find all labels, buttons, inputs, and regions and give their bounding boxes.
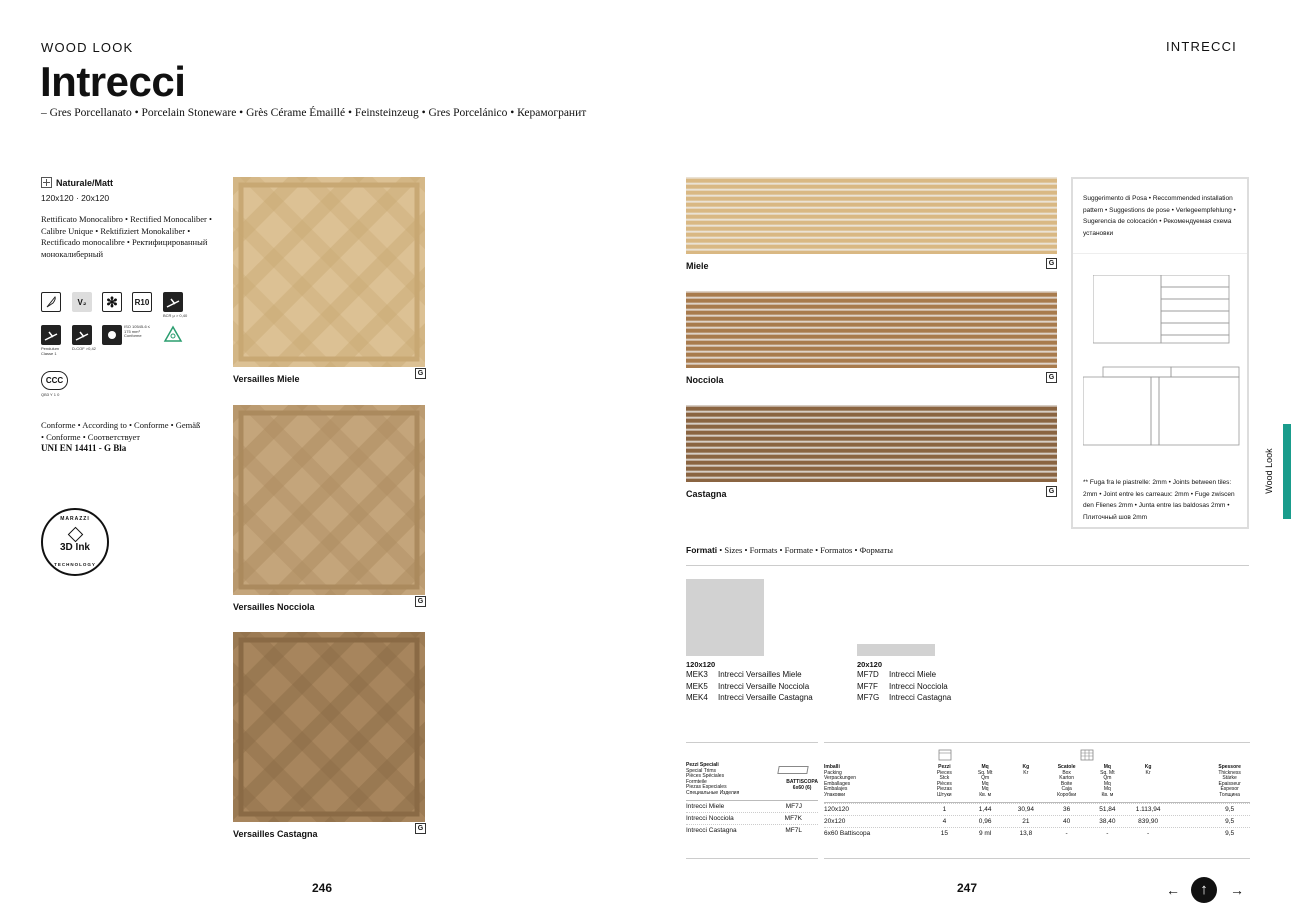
format-size: 20x120 — [857, 660, 883, 669]
pendulum-icon — [41, 325, 65, 356]
table-cell: - — [1106, 830, 1109, 837]
table-cell: 51,84 — [1099, 806, 1116, 813]
format-item — [857, 669, 951, 681]
table-row — [824, 803, 1250, 815]
tile-caption: Versailles Nocciola — [233, 602, 315, 612]
format-size: 120x120 — [686, 660, 716, 669]
table-cell: 9 ml — [978, 830, 992, 837]
format-name: Intrecci Nocciola — [889, 681, 948, 691]
column-header: Spessore Thickness Stärke Epaisseur Espesor Толщина — [1218, 764, 1241, 798]
column-header: Pezzi Pieces Stck Pièces Piezas Штуки — [936, 764, 952, 798]
column-header: Imballi Packing Verpackungen Emballages Embalajes Упаковки — [824, 764, 856, 798]
glazed-mark-icon: G — [1046, 372, 1057, 383]
badge-title: 3D Ink — [59, 542, 90, 553]
ccc-certification-icon: CCC — [41, 371, 68, 390]
format-name: Intrecci Versaille Castagna — [718, 693, 813, 702]
badge-brand: MARAZZI — [60, 516, 90, 522]
table-cell: 36 — [1063, 806, 1071, 813]
table-cell: 38,40 — [1099, 818, 1116, 825]
table-cell: 9,5 — [1225, 818, 1235, 825]
piece-code: MF7K — [784, 815, 802, 822]
side-tab-marker[interactable] — [1283, 424, 1291, 519]
formats-heading: Formati • Sizes • Formats • Formate • Formatos • Форматы — [686, 545, 893, 555]
format-code: MEK4 — [686, 693, 708, 702]
swatch-20x120 — [857, 644, 935, 656]
table-row — [824, 827, 1250, 839]
table-cell: 120x120 — [824, 806, 849, 813]
column-header — [1169, 765, 1210, 798]
marazzi-logo-icon — [68, 527, 84, 543]
format-name: Intrecci Versailles Miele — [718, 670, 802, 679]
plank-caption: Castagna — [686, 489, 727, 499]
scroll-top-button[interactable]: ↑ — [1191, 877, 1217, 903]
scheme-diagram-top — [1093, 275, 1233, 350]
table-cell: - — [1147, 830, 1150, 837]
column-header: Kg Kг — [1022, 764, 1030, 776]
piece-code: MF7J — [785, 803, 802, 810]
table-cell: - — [1065, 830, 1068, 837]
bcr-label: BCR μ > 0,40 — [163, 313, 188, 318]
tile-stack-icon — [938, 749, 952, 761]
skirting-icon — [777, 766, 808, 774]
plank-caption: Nocciola — [686, 375, 724, 385]
column-header: Scatole Box Karton Boite Caja Коробки — [1057, 764, 1077, 798]
format-group — [857, 660, 951, 704]
table-cell: 20x120 — [824, 818, 846, 825]
bcr-icon — [163, 292, 187, 319]
format-code: MF7D — [857, 670, 879, 679]
scheme-title: Suggerimento di Posa • Reccommended installation pattern • Suggestions de pose • Verlegeempfehlung • Sugerencia de colocación • Рекомендуемая схема установки — [1083, 195, 1236, 237]
table-row — [686, 800, 818, 812]
table-cell: 1.113,94 — [1135, 806, 1161, 813]
format-item — [857, 692, 951, 704]
special-pieces-table: Pezzi Speciali Special Trims Pièces Spéciales Formteile Piezas Especiales Специальные Изделия BATTISCOPA 6x60 (6) Intrecci Miele MF7J Intrecci Nocciola MF7K Intrecci Castagna MF7L — [686, 742, 818, 836]
finish-text: Naturale/Matt — [56, 177, 114, 188]
glazed-mark-icon: G — [415, 368, 426, 379]
sizes-text: 120x120 · 20x120 — [41, 193, 110, 203]
table-cell — [1169, 806, 1210, 813]
piece-name: Intrecci Castagna — [686, 827, 737, 834]
finish-label — [41, 177, 113, 188]
plank-image — [686, 177, 1057, 254]
format-item — [857, 681, 951, 693]
iso-abrasion-icon — [102, 325, 154, 345]
table-cell — [1169, 830, 1210, 837]
format-item — [686, 681, 813, 693]
format-code: MEK3 — [686, 670, 708, 679]
piece-name: Intrecci Nocciola — [686, 815, 734, 822]
collection-label: INTRECCI — [1166, 39, 1237, 54]
table-cell: 1 — [942, 806, 947, 813]
column-header: Kg Kг — [1144, 764, 1152, 776]
format-item — [686, 669, 813, 681]
material-subtitle: – Gres Porcellanato • Porcelain Stoneware • Grès Cérame Émaillé • Feinsteinzeug • Gres Porcelánico • Керамогранит — [41, 107, 587, 119]
plank-caption: Miele — [686, 261, 709, 271]
page-title: Intrecci — [40, 58, 186, 105]
dcof-icon — [72, 325, 96, 352]
plank-image — [686, 405, 1057, 482]
side-tab-label: Wood Look — [1264, 448, 1274, 494]
tile-caption: Versailles Castagna — [233, 829, 318, 839]
conforme-text: Conforme • According to • Conforme • Gemäß • Conforme • Соответствует — [41, 420, 201, 442]
swatch-120x120 — [686, 579, 764, 656]
next-page-arrow-icon[interactable]: → — [1230, 882, 1244, 898]
table-cell: 1,44 — [978, 806, 992, 813]
glazed-mark-icon: G — [1046, 258, 1057, 269]
table-cell: 40 — [1063, 818, 1071, 825]
prev-page-arrow-icon[interactable]: ← — [1166, 882, 1180, 898]
format-item — [686, 692, 813, 704]
recycle-icon — [163, 325, 183, 350]
column-header: Mq Sq. Mt Qm Mq Mq Кв. м — [1100, 764, 1115, 798]
norm-text: UNI EN 14411 - G Bla — [41, 443, 127, 453]
installation-scheme-box — [1071, 177, 1249, 529]
tile-caption: Versailles Miele — [233, 374, 300, 384]
versailles-tile-image — [233, 177, 425, 367]
column-header: Mq Sq. Mt Qm Mq Mq Кв. м — [977, 764, 993, 798]
glazed-mark-icon: G — [1046, 486, 1057, 497]
piece-name: Intrecci Miele — [686, 803, 725, 810]
table-row — [824, 815, 1250, 827]
versailles-tile-image — [233, 632, 425, 822]
section-label: WOOD LOOK — [41, 40, 134, 55]
table-cell: 30,94 — [1017, 806, 1035, 813]
page-number-right: 247 — [957, 881, 978, 895]
pendulum-label: Pendulum Classe 1 — [41, 346, 60, 356]
format-name: Intrecci Miele — [889, 670, 937, 679]
packing-table — [824, 742, 1250, 839]
table-cell: 13,8 — [1019, 830, 1033, 837]
table-cell: 9,5 — [1225, 806, 1235, 813]
format-group — [686, 660, 813, 704]
r10-icon: R10 — [132, 292, 152, 312]
box-icon — [1080, 749, 1094, 761]
piece-code: MF7L — [785, 827, 802, 834]
page-number-left: 246 — [312, 881, 333, 895]
iso-label: ISO 10545-6 ≤ 175 mm³ Conforme — [124, 324, 150, 338]
table-cell: 6x60 Battiscopa — [824, 830, 871, 837]
format-code: MF7G — [857, 693, 880, 702]
shade-variation-icon: V₂ — [72, 292, 92, 312]
joint-note: ** Fuga fra le piastrelle: 2mm • Joints between tiles: 2mm • Joint entre les carreaux: 2mm • Fuge zwiscen den Flienes 2mm • Junta entre las baldosas 2mm • Плиточный шов 2mm — [1083, 479, 1235, 521]
finish-icon — [41, 177, 52, 188]
format-name: Intrecci Castagna — [889, 693, 952, 702]
table-cell: 839,90 — [1138, 818, 1159, 825]
calibre-text: Rettificato Monocalibro • Rectified Monocaliber • Calibre Unique • Rektifiziert Monokaliber • Rectificado monocalibre • Ректифицированный монокалиберный — [41, 214, 212, 259]
format-name: Intrecci Versaille Nocciola — [718, 681, 810, 691]
table-cell: 15 — [940, 830, 948, 837]
plank-image — [686, 291, 1057, 368]
ccc-sub-label: QB3 Y 1 0 — [41, 392, 60, 397]
table-row — [686, 824, 818, 836]
format-code: MF7F — [857, 681, 878, 691]
table-row — [686, 812, 818, 824]
glazed-mark-icon: G — [415, 596, 426, 607]
glazed-mark-icon: G — [415, 823, 426, 834]
table-cell: 21 — [1022, 818, 1030, 825]
table-cell — [1169, 818, 1210, 825]
frost-resistant-icon: ✻ — [102, 292, 122, 312]
dcof-label: D-COF >0,42 — [72, 346, 96, 351]
scheme-diagram-bottom — [1083, 365, 1241, 447]
versailles-tile-image — [233, 405, 425, 595]
stain-icon — [41, 292, 61, 312]
3d-ink-badge — [41, 508, 109, 576]
table-cell: 4 — [942, 818, 947, 825]
table-cell: 9,5 — [1225, 830, 1235, 837]
badge-tech: TECHNOLOGY — [54, 562, 96, 567]
table-cell: 0,96 — [978, 818, 992, 825]
format-code: MEK5 — [686, 681, 708, 691]
